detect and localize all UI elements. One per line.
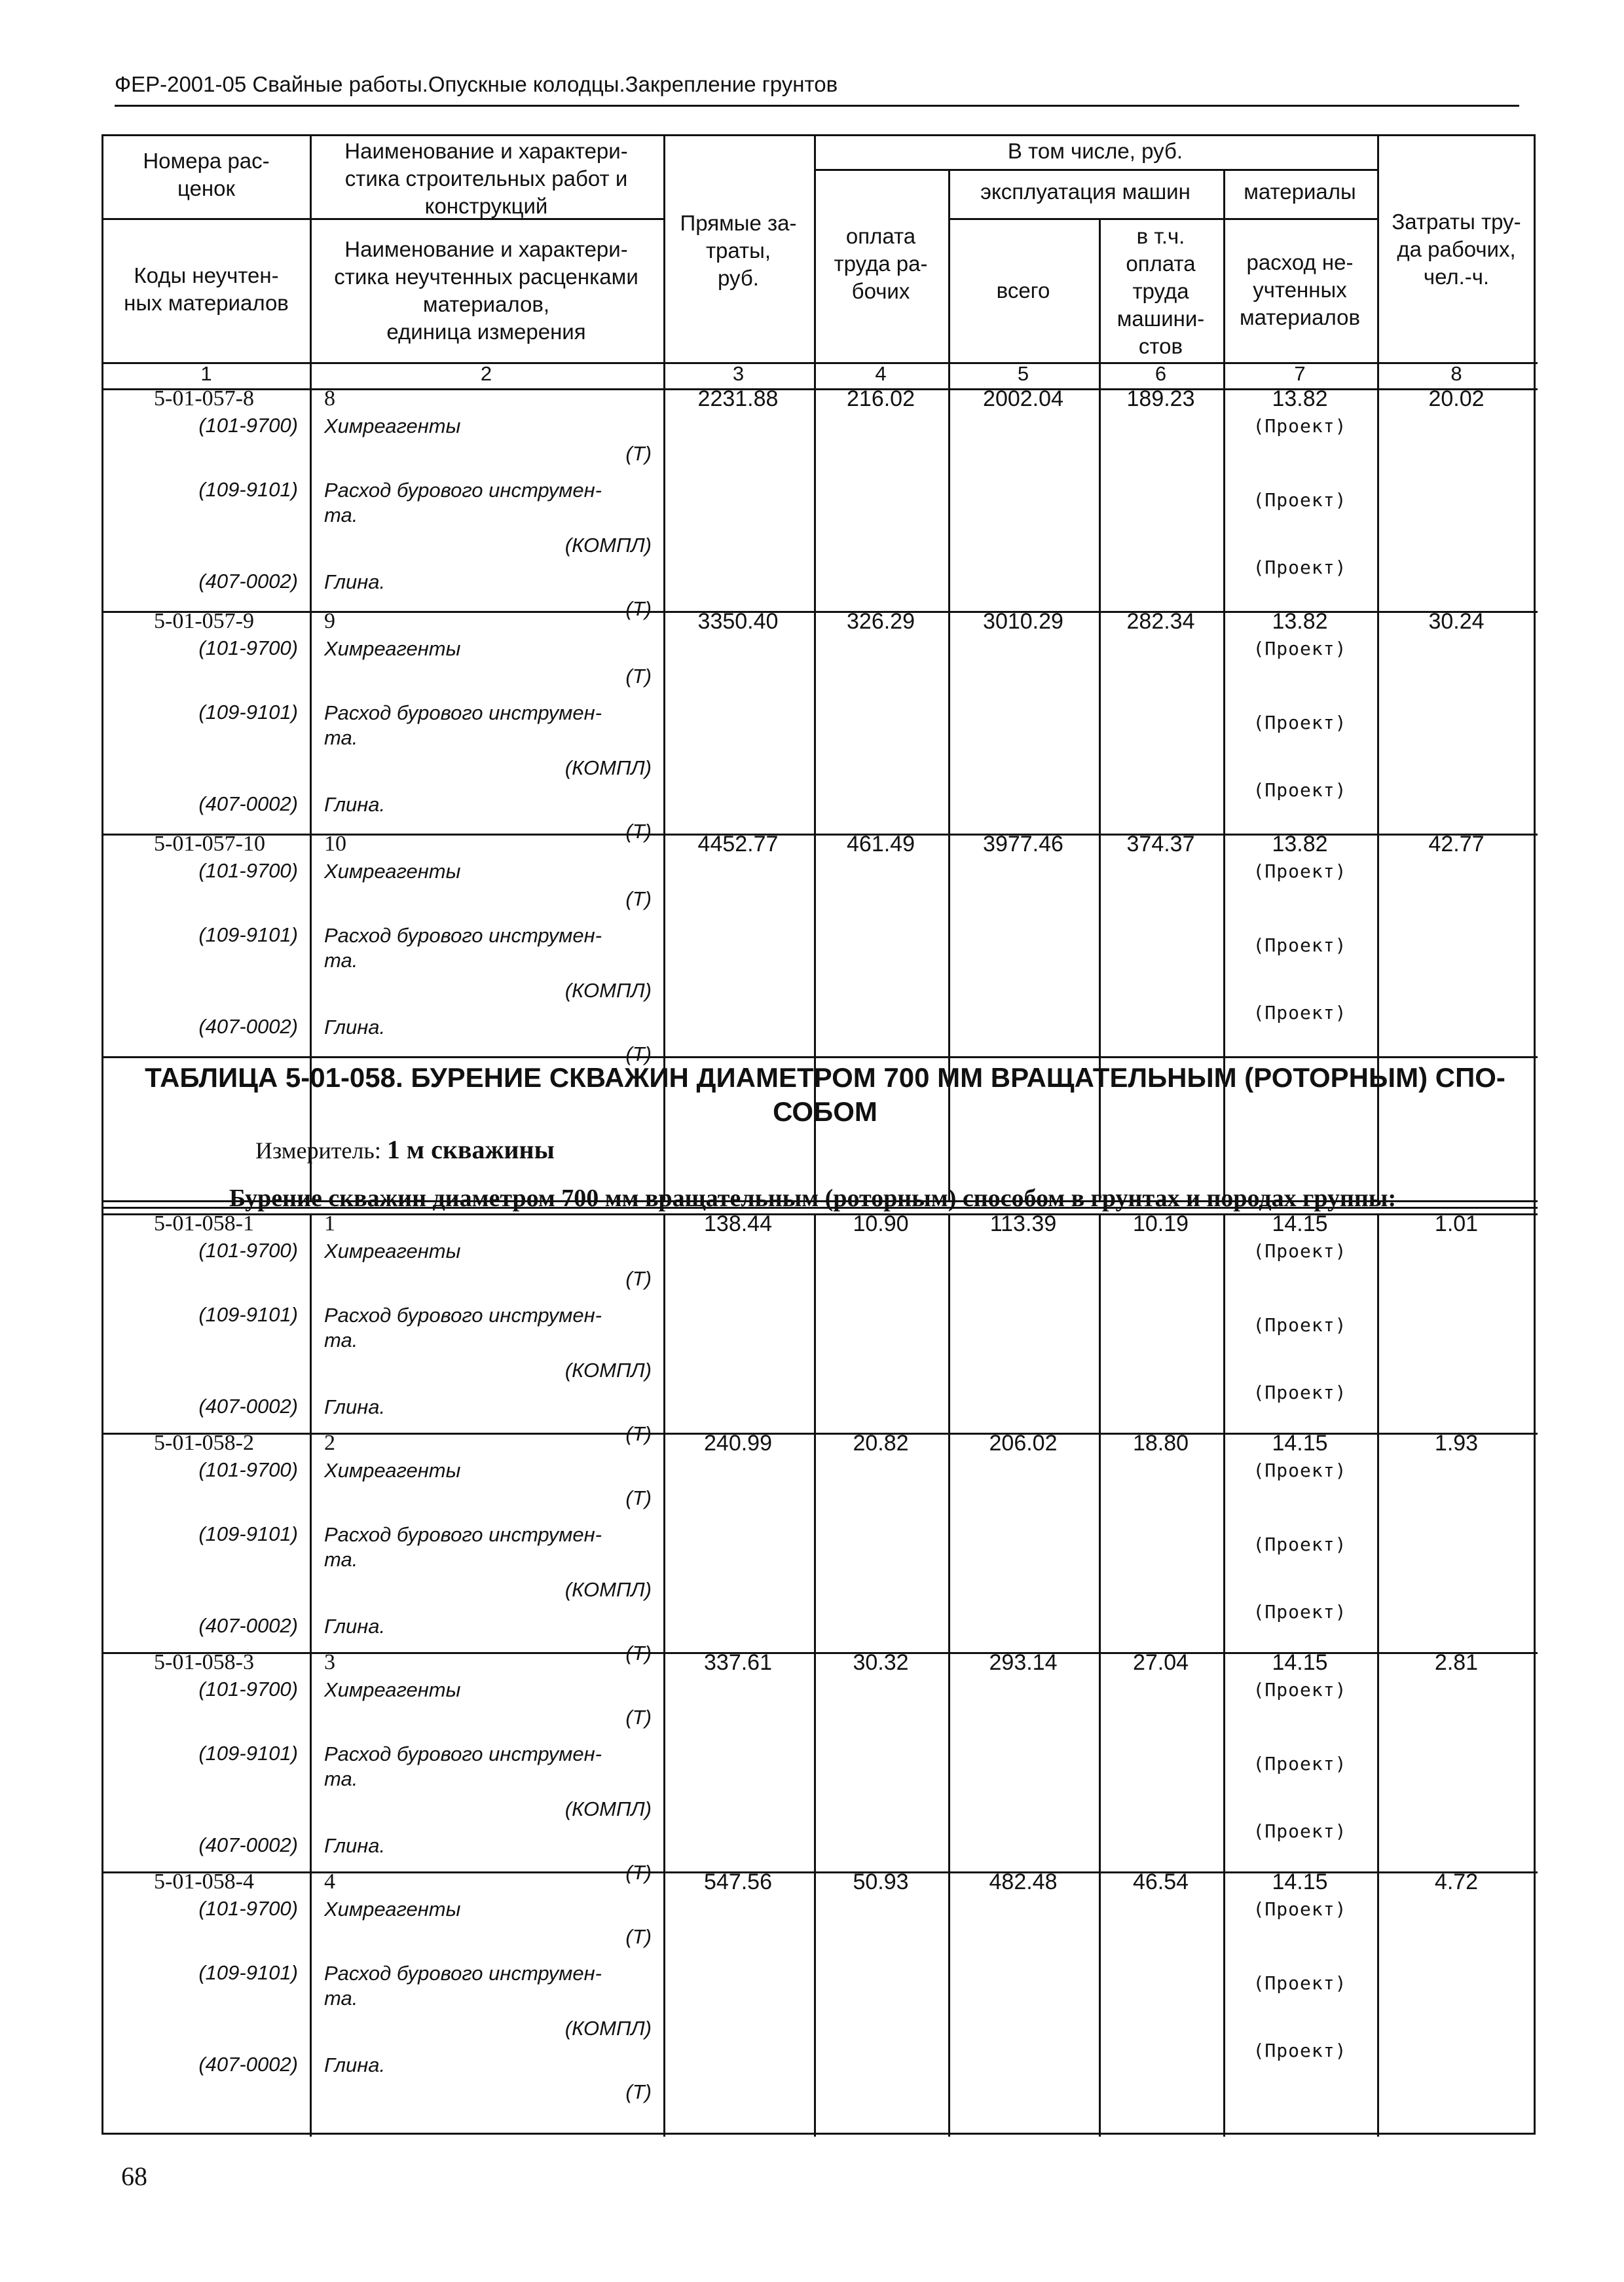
materials-cost: 13.82 <box>1272 609 1328 634</box>
labor-hours: 2.81 <box>1434 1650 1479 1675</box>
project-label: (Проект) <box>1253 1898 1347 1920</box>
material-name: Глина. <box>324 793 386 816</box>
machinists-pay: 10.19 <box>1132 1211 1189 1236</box>
page-number: 68 <box>121 2162 147 2191</box>
material-code: (101-9700) <box>198 1239 298 1262</box>
column-number: 5 <box>1017 362 1029 385</box>
material-unit: (КОМПЛ) <box>564 2017 652 2040</box>
item-number: 2 <box>324 1431 335 1455</box>
material-name: Химреагенты <box>324 1459 461 1482</box>
subheading: Бурение скважин диаметром 700 мм вращательным (роторным) способом в грунтах и породах группы: <box>229 1185 1397 1212</box>
header-unaccounted-materials: расход не- учтенных материалов <box>1239 250 1361 329</box>
column-number: 8 <box>1450 362 1462 385</box>
material-unit: (Т) <box>625 665 652 688</box>
project-label: (Проект) <box>1253 712 1347 733</box>
material-code: (101-9700) <box>198 414 298 437</box>
machinists-pay: 189.23 <box>1126 386 1195 411</box>
col-divider <box>1377 136 1379 1200</box>
column-number: 3 <box>732 362 745 385</box>
column-number: 2 <box>480 362 492 385</box>
material-name: Глина. <box>324 1834 386 1857</box>
material-name: Глина. <box>324 1615 386 1638</box>
item-number: 1 <box>324 1211 335 1236</box>
direct-costs: 138.44 <box>704 1211 772 1236</box>
column-number: 4 <box>875 362 887 385</box>
project-label: (Проект) <box>1253 934 1347 956</box>
material-unit: (Т) <box>625 1486 652 1509</box>
rate-code: 5-01-058-3 <box>154 1650 254 1674</box>
machines-total: 482.48 <box>989 1869 1058 1894</box>
material-name: Химреагенты <box>324 637 461 660</box>
running-header: ФЕР-2001-05 Свайные работы.Опускные колодцы.Закрепление грунтов <box>115 72 838 96</box>
rate-code: 5-01-057-8 <box>154 386 254 411</box>
labor-hours: 30.24 <box>1428 609 1485 634</box>
project-label: (Проект) <box>1253 1679 1347 1701</box>
material-name: Расход бурового инструмен- та. <box>324 1304 602 1352</box>
material-unit: (КОМПЛ) <box>564 1359 652 1382</box>
material-code: (101-9700) <box>198 1897 298 1920</box>
material-name: Химреагенты <box>324 860 461 883</box>
material-unit: (Т) <box>625 1642 652 1665</box>
material-code: (109-9101) <box>198 1303 298 1326</box>
project-label: (Проект) <box>1253 1601 1347 1623</box>
item-number: 9 <box>324 609 335 633</box>
col-divider <box>310 1213 312 2137</box>
material-code: (109-9101) <box>198 923 298 946</box>
labor-pay: 461.49 <box>847 832 915 856</box>
material-code: (101-9700) <box>198 1678 298 1701</box>
materials-cost: 14.15 <box>1272 1869 1328 1894</box>
machinists-pay: 374.37 <box>1126 832 1195 856</box>
material-unit: (Т) <box>625 442 652 465</box>
rate-code: 5-01-057-9 <box>154 609 254 633</box>
material-code: (407-0002) <box>198 1015 298 1038</box>
labor-pay: 30.32 <box>853 1650 909 1675</box>
project-label: (Проект) <box>1253 2040 1347 2061</box>
project-label: (Проект) <box>1253 489 1347 511</box>
item-number: 3 <box>324 1650 335 1674</box>
header-materials: материалы <box>1244 179 1356 204</box>
project-label: (Проект) <box>1253 557 1347 578</box>
labor-hours: 4.72 <box>1434 1869 1479 1894</box>
direct-costs: 4452.77 <box>697 832 779 856</box>
machines-total: 3010.29 <box>983 609 1063 634</box>
material-name: Расход бурового инструмен- та. <box>324 924 602 972</box>
project-label: (Проект) <box>1253 1534 1347 1555</box>
material-code: (101-9700) <box>198 859 298 882</box>
machines-total: 3977.46 <box>983 832 1063 856</box>
header-divider <box>814 169 1377 171</box>
project-label: (Проект) <box>1253 1240 1347 1262</box>
rate-code: 5-01-058-1 <box>154 1211 254 1236</box>
rate-code: 5-01-058-2 <box>154 1431 254 1455</box>
material-code: (407-0002) <box>198 2053 298 2076</box>
item-number: 10 <box>324 832 346 856</box>
column-number: 6 <box>1154 362 1167 385</box>
header-machinists-pay: в т.ч. оплата труда машини- стов <box>1116 224 1205 358</box>
header-material-codes: Коды неучтен- ных материалов <box>124 263 289 315</box>
meter-value: 1 м скважины <box>386 1135 555 1164</box>
material-code: (109-9101) <box>198 478 298 501</box>
material-code: (407-0002) <box>198 1395 298 1418</box>
material-code: (101-9700) <box>198 1458 298 1481</box>
row-divider <box>103 1056 1538 1058</box>
labor-pay: 20.82 <box>853 1431 909 1456</box>
column-number: 7 <box>1294 362 1306 385</box>
material-unit: (Т) <box>625 1925 652 1948</box>
material-unit: (КОМПЛ) <box>564 979 652 1002</box>
direct-costs: 2231.88 <box>697 386 779 411</box>
header-machines-total: всего <box>996 278 1050 303</box>
machines-total: 113.39 <box>989 1211 1057 1236</box>
material-name: Расход бурового инструмен- та. <box>324 1962 602 2010</box>
labor-hours: 1.93 <box>1434 1431 1479 1456</box>
machinists-pay: 27.04 <box>1132 1650 1189 1675</box>
project-label: (Проект) <box>1253 1460 1347 1481</box>
item-number: 8 <box>324 386 335 411</box>
material-unit: (КОМПЛ) <box>564 1578 652 1601</box>
meter-label: Измеритель: <box>255 1137 381 1164</box>
project-label: (Проект) <box>1253 638 1347 659</box>
header-labor-hours: Затраты тру- да рабочих, чел.-ч. <box>1392 210 1521 289</box>
material-code: (109-9101) <box>198 1522 298 1545</box>
material-name: Глина. <box>324 570 386 593</box>
material-code: (101-9700) <box>198 636 298 659</box>
material-name: Химреагенты <box>324 1898 461 1921</box>
project-label: (Проект) <box>1253 1002 1347 1023</box>
material-name: Глина. <box>324 1395 386 1418</box>
material-unit: (КОМПЛ) <box>564 756 652 779</box>
project-label: (Проект) <box>1253 1314 1347 1336</box>
material-unit: (Т) <box>625 1861 652 1884</box>
header-machines: эксплуатация машин <box>980 179 1190 204</box>
direct-costs: 547.56 <box>704 1869 772 1894</box>
table-title: ТАБЛИЦА 5-01-058. БУРЕНИЕ СКВАЖИН ДИАМЕТРОМ 700 ММ ВРАЩАТЕЛЬНЫМ (РОТОРНЫМ) СПО- СОБОМ <box>145 1062 1505 1127</box>
header-labor-pay: оплата труда ра- бочих <box>834 224 928 303</box>
machinists-pay: 18.80 <box>1132 1431 1189 1456</box>
direct-costs: 3350.40 <box>697 609 779 634</box>
header-material-name: Наименование и характери- стика неучтенных расценками материалов, единица измерения <box>334 237 638 344</box>
material-unit: (КОМПЛ) <box>564 534 652 557</box>
material-unit: (КОМПЛ) <box>564 1797 652 1820</box>
machines-total: 206.02 <box>989 1431 1058 1456</box>
material-unit: (Т) <box>625 887 652 910</box>
material-unit: (Т) <box>625 1267 652 1290</box>
material-name: Химреагенты <box>324 414 461 437</box>
labor-pay: 10.90 <box>853 1211 909 1236</box>
material-unit: (Т) <box>625 1706 652 1729</box>
meter-line <box>255 1134 555 1165</box>
direct-costs: 337.61 <box>704 1650 772 1675</box>
rate-code: 5-01-058-4 <box>154 1869 254 1894</box>
materials-cost: 13.82 <box>1272 386 1328 411</box>
material-name: Химреагенты <box>324 1678 461 1701</box>
header-direct-costs: Прямые за- траты, руб. <box>680 211 797 290</box>
material-name: Расход бурового инструмен- та. <box>324 479 602 526</box>
material-code: (407-0002) <box>198 792 298 815</box>
materials-cost: 14.15 <box>1272 1650 1328 1675</box>
project-label: (Проект) <box>1253 860 1347 882</box>
material-unit: (Т) <box>625 1422 652 1445</box>
materials-cost: 13.82 <box>1272 832 1328 856</box>
labor-pay: 216.02 <box>847 386 915 411</box>
header-work-name: Наименование и характери- стика строительных работ и конструкций <box>344 139 628 218</box>
rate-code: 5-01-057-10 <box>154 832 265 856</box>
material-unit: (Т) <box>625 1042 652 1065</box>
machines-total: 2002.04 <box>983 386 1063 411</box>
material-code: (109-9101) <box>198 1961 298 1984</box>
materials-cost: 14.15 <box>1272 1211 1328 1236</box>
material-unit: (Т) <box>625 820 652 843</box>
labor-pay: 50.93 <box>853 1869 909 1894</box>
material-name: Расход бурового инструмен- та. <box>324 701 602 749</box>
column-number: 1 <box>200 362 212 385</box>
direct-costs: 240.99 <box>704 1431 772 1456</box>
project-label: (Проект) <box>1253 1972 1347 1994</box>
material-code: (407-0002) <box>198 1614 298 1637</box>
materials-cost: 14.15 <box>1272 1431 1328 1456</box>
project-label: (Проект) <box>1253 1753 1347 1775</box>
col-divider <box>948 169 950 1200</box>
material-name: Расход бурового инструмен- та. <box>324 1523 602 1571</box>
material-code: (407-0002) <box>198 1833 298 1856</box>
col-divider <box>663 136 665 1200</box>
machines-total: 293.14 <box>989 1650 1058 1675</box>
header-rate-numbers: Номера рас- ценок <box>143 149 270 200</box>
material-unit: (Т) <box>625 597 652 620</box>
material-unit: (Т) <box>625 2080 652 2103</box>
item-number: 4 <box>324 1869 335 1894</box>
material-name: Глина. <box>324 2053 386 2076</box>
material-name: Глина. <box>324 1016 386 1039</box>
labor-hours: 42.77 <box>1428 832 1485 856</box>
project-label: (Проект) <box>1253 415 1347 437</box>
material-code: (109-9101) <box>198 701 298 724</box>
project-label: (Проект) <box>1253 779 1347 801</box>
project-label: (Проект) <box>1253 1382 1347 1403</box>
labor-hours: 1.01 <box>1434 1211 1479 1236</box>
material-name: Химреагенты <box>324 1240 461 1262</box>
header-divider <box>948 218 1377 220</box>
labor-pay: 326.29 <box>847 609 915 634</box>
material-code: (109-9101) <box>198 1742 298 1765</box>
project-label: (Проект) <box>1253 1820 1347 1842</box>
material-code: (407-0002) <box>198 570 298 593</box>
labor-hours: 20.02 <box>1428 386 1485 411</box>
header-including: В том числе, руб. <box>1007 139 1183 163</box>
material-name: Расход бурового инструмен- та. <box>324 1742 602 1790</box>
header-rule <box>115 105 1519 107</box>
machinists-pay: 46.54 <box>1132 1869 1189 1894</box>
machinists-pay: 282.34 <box>1126 609 1195 634</box>
